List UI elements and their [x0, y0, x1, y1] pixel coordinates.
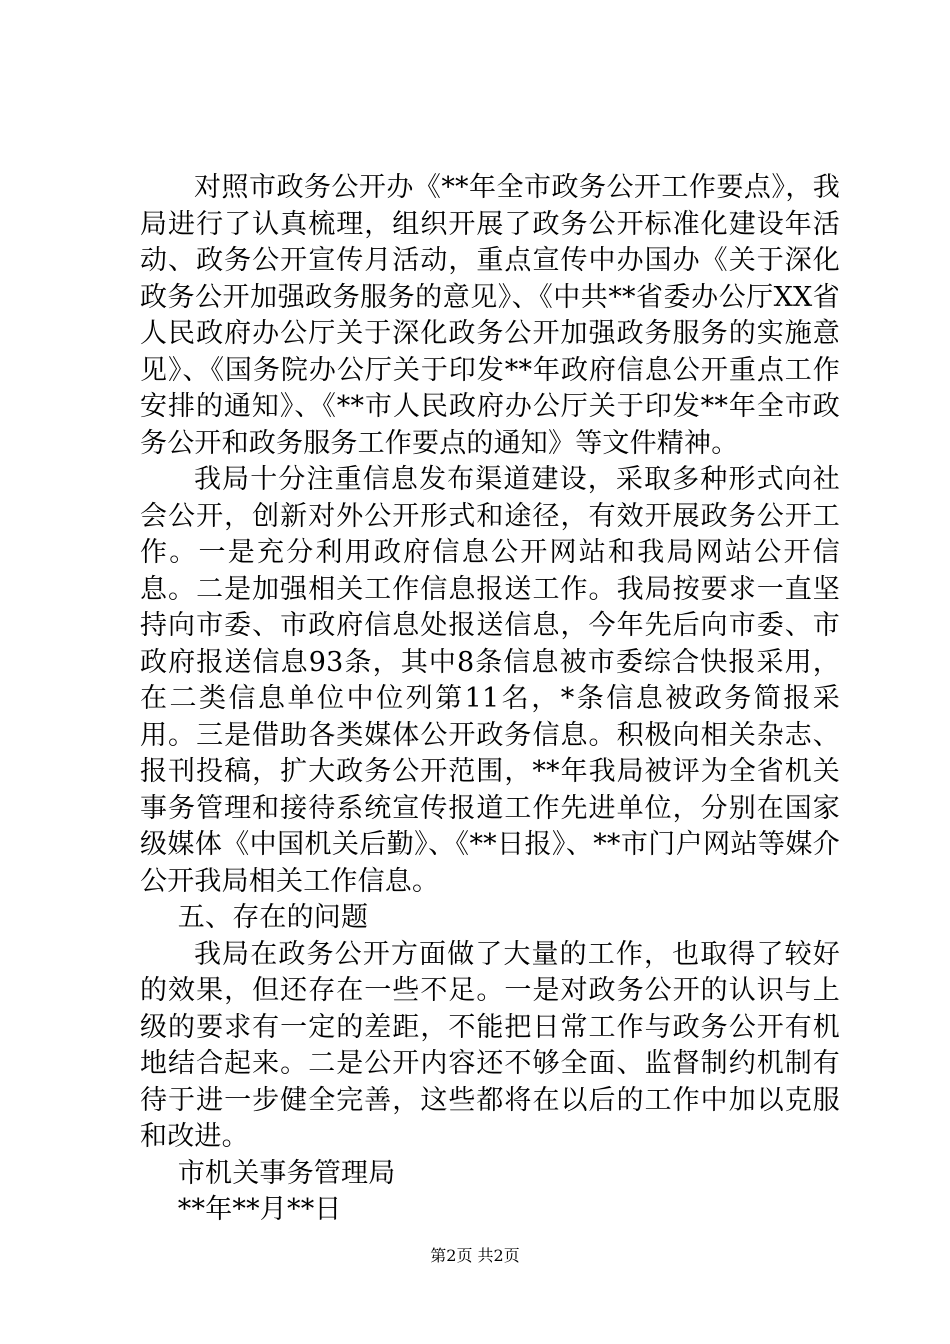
- signature: 市机关事务管理局: [177, 1157, 396, 1189]
- paragraph-publicity-review: 对照市政务公开办《**年全市政务公开工作要点》，我局进行了认真梳理，组织开展了政务公开标准化建设年活动、政务公开宣传月活动，重点宣传中办国办《关于深化政务公开加强政务服务的意见》、《中共**省委办公厅XX省人民政府办公厅关于深化政务公开加强政务服务的实施意见》、《国务院办公厅关于印发**年政府信息公开重点工作安排的通知》、《**市人民政府办公厅关于印发**年全市政务公开和政务服务工作要点的通知》等文件精神。: [140, 172, 840, 459]
- document-date: **年**月**日: [177, 1194, 342, 1225]
- page-footer: 第2页 共2页: [430, 1246, 520, 1265]
- paragraph-channel-building: 我局十分注重信息发布渠道建设，采取多种形式向社会公开，创新对外公开形式和途径，有效开展政务公开工作。一是充分利用政府信息公开网站和我局网站公开信息。二是加强相关工作信息报送工作。我局按要求一直坚持向市委、市政府信息处报送信息，今年先后向市委、市政府报送信息93条，其中8条信息被市委综合快报采用，在二类信息单位中位列第11名，*条信息被政务简报采用。三是借助各类媒体公开政务信息。积极向相关杂志、报刊投稿，扩大政务公开范围，**年我局被评为全省机关事务管理和接待系统宣传报道工作先进单位，分别在国家级媒体《中国机关后勤》、《**日报》、**市门户网站等媒介公开我局相关工作信息。: [140, 464, 840, 897]
- section-heading: 五、存在的问题: [177, 902, 369, 933]
- paragraph-problems: 我局在政务公开方面做了大量的工作，也取得了较好的效果，但还存在一些不足。一是对政务公开的认识与上级的要求有一定的差距，不能把日常工作与政务公开有机地结合起来。二是公开内容还不够全面、监督制约机制有待于进一步健全完善，这些都将在以后的工作中加以克服和改进。: [140, 938, 840, 1152]
- document-body: [140, 170, 840, 1229]
